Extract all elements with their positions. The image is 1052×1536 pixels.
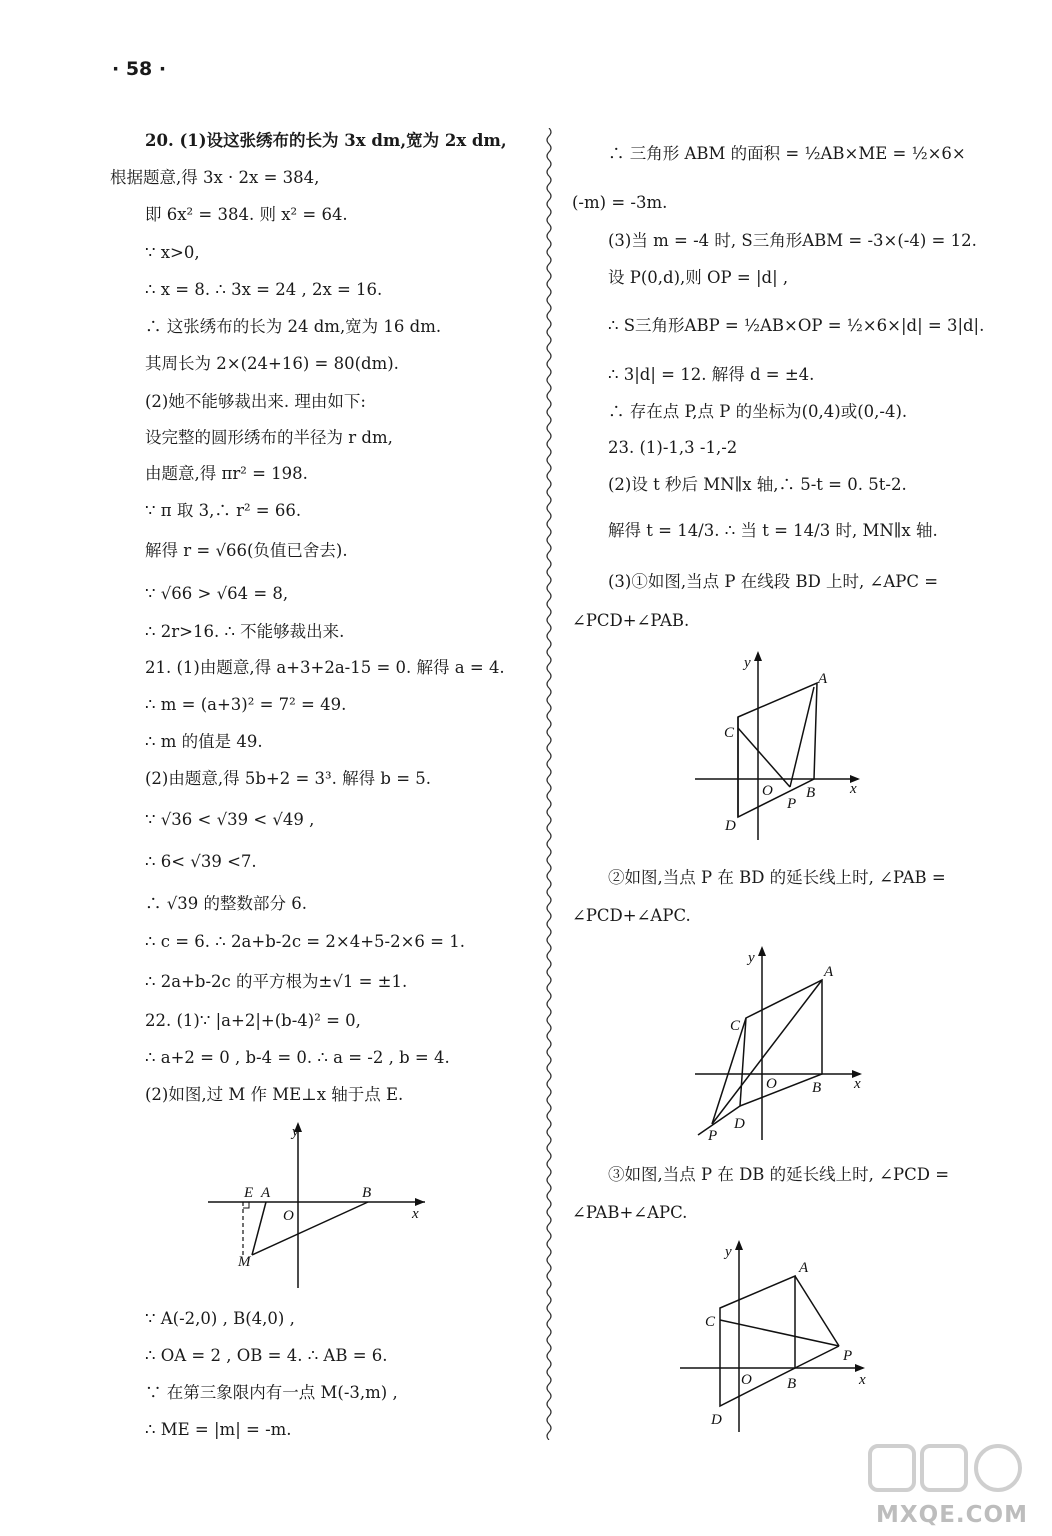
label-P: P xyxy=(843,1348,853,1364)
text-line: (2)如图,过 M 作 ME⊥x 轴于点 E. xyxy=(145,1085,404,1104)
text-line: ∴ 这张绣布的长为 24 dm,宽为 16 dm. xyxy=(145,317,442,336)
label-D: D xyxy=(734,1116,745,1132)
text-line: 22. (1)∵ |a+2|+(b-4)² = 0, xyxy=(145,1011,361,1030)
text-line: ∵ 在第三象限内有一点 M(-3,m) , xyxy=(145,1383,398,1402)
text-line: ∴ OA = 2 , OB = 4. ∴ AB = 6. xyxy=(145,1346,388,1365)
label-y: y xyxy=(292,1124,299,1140)
text-line: ∴ m 的值是 49. xyxy=(145,732,263,751)
text-line: (2)设 t 秒后 MN∥x 轴,∴ 5-t = 0. 5t-2. xyxy=(608,475,907,494)
label-B: B xyxy=(806,785,816,801)
label-B: B xyxy=(812,1080,822,1096)
text-line: 由题意,得 πr² = 198. xyxy=(145,464,308,483)
label-y: y xyxy=(744,655,751,671)
text-line: (2)她不能够裁出来. 理由如下: xyxy=(145,392,366,411)
label-M: M xyxy=(238,1254,251,1270)
label-y: y xyxy=(725,1244,732,1260)
text-line: 解得 r = √66(负值已舍去). xyxy=(145,541,348,560)
text-line: 其周长为 2×(24+16) = 80(dm). xyxy=(145,354,399,373)
label-O: O xyxy=(766,1076,777,1092)
label-P: P xyxy=(787,796,797,812)
text-line: 根据题意,得 3x · 2x = 384, xyxy=(110,168,320,187)
label-x: x xyxy=(412,1206,419,1222)
text-line: 解得 t = 14/3. ∴ 当 t = 14/3 时, MN∥x 轴. xyxy=(608,521,938,540)
label-B: B xyxy=(787,1376,797,1392)
text-line: ∴ 三角形 ABM 的面积 = ½AB×ME = ½×6× xyxy=(608,144,966,163)
text-line: ②如图,当点 P 在 BD 的延长线上时, ∠PAB = xyxy=(608,868,946,887)
text-line: 设 P(0,d),则 OP = |d| , xyxy=(608,268,789,287)
text-line: ③如图,当点 P 在 DB 的延长线上时, ∠PCD = xyxy=(608,1165,950,1184)
text-line: 20. (1)设这张绣布的长为 3x dm,宽为 2x dm, xyxy=(145,131,507,150)
label-x: x xyxy=(850,781,857,797)
text-line: ∴ 存在点 P,点 P 的坐标为(0,4)或(0,-4). xyxy=(608,402,908,421)
text-line: ∴ √39 的整数部分 6. xyxy=(145,894,307,913)
text-line: ∠PCD+∠APC. xyxy=(572,906,691,925)
text-line: ∴ m = (a+3)² = 7² = 49. xyxy=(145,695,347,714)
label-B: B xyxy=(362,1185,372,1201)
figure-23-1 xyxy=(690,645,870,840)
text-line: (2)由题意,得 5b+2 = 3³. 解得 b = 5. xyxy=(145,769,432,788)
label-C: C xyxy=(730,1018,741,1034)
text-line: ∴ c = 6. ∴ 2a+b-2c = 2×4+5-2×6 = 1. xyxy=(145,932,465,951)
text-line: ∵ A(-2,0) , B(4,0) , xyxy=(145,1309,295,1328)
text-line: 21. (1)由题意,得 a+3+2a-15 = 0. 解得 a = 4. xyxy=(145,658,505,677)
label-P: P xyxy=(708,1128,718,1144)
text-line: ∵ √66 > √64 = 8, xyxy=(145,584,289,603)
text-line: ∴ 3|d| = 12. 解得 d = ±4. xyxy=(608,365,815,384)
label-A: A xyxy=(261,1185,271,1201)
text-line: ∠PCD+∠PAB. xyxy=(572,611,690,630)
text-line: ∴ a+2 = 0 , b-4 = 0. ∴ a = -2 , b = 4. xyxy=(145,1048,450,1067)
label-D: D xyxy=(725,818,736,834)
text-line: 23. (1)-1,3 -1,-2 xyxy=(608,438,738,457)
figure-23-2 xyxy=(690,940,870,1145)
page-number: · 58 · xyxy=(112,58,167,80)
text-line: ∵ √36 < √39 < √49 , xyxy=(145,810,315,829)
label-x: x xyxy=(859,1372,866,1388)
text-line: ∴ 6< √39 <7. xyxy=(145,852,257,871)
label-O: O xyxy=(283,1208,294,1224)
figure-23-3 xyxy=(675,1238,875,1433)
label-D: D xyxy=(711,1412,722,1428)
text-line: (-m) = -3m. xyxy=(572,193,668,212)
label-x: x xyxy=(854,1076,861,1092)
text-line: ∵ x>0, xyxy=(145,243,200,262)
text-line: (3)①如图,当点 P 在线段 BD 上时, ∠APC = xyxy=(608,572,939,591)
column-divider xyxy=(544,128,554,1440)
watermark-text: MXQE.COM xyxy=(876,1502,1028,1528)
label-O: O xyxy=(741,1372,752,1388)
text-line: 设完整的圆形绣布的半径为 r dm, xyxy=(145,428,393,447)
text-line: (3)当 m = -4 时, S三角形ABM = -3×(-4) = 12. xyxy=(608,231,977,250)
label-E: E xyxy=(244,1185,254,1201)
label-C: C xyxy=(705,1314,716,1330)
label-A: A xyxy=(799,1260,809,1276)
text-line: ∴ S三角形ABP = ½AB×OP = ½×6×|d| = 3|d|. xyxy=(608,316,985,335)
text-line: ∴ 2r>16. ∴ 不能够裁出来. xyxy=(145,622,345,641)
text-line: ∠PAB+∠APC. xyxy=(572,1203,688,1222)
label-A: A xyxy=(824,964,834,980)
text-line: ∴ ME = |m| = -m. xyxy=(145,1420,292,1439)
text-line: ∴ 2a+b-2c 的平方根为±√1 = ±1. xyxy=(145,972,408,991)
text-line: ∵ π 取 3,∴ r² = 66. xyxy=(145,501,302,520)
label-A: A xyxy=(818,671,828,687)
label-C: C xyxy=(724,725,735,741)
label-O: O xyxy=(762,783,773,799)
text-line: ∴ x = 8. ∴ 3x = 24 , 2x = 16. xyxy=(145,280,383,299)
label-y: y xyxy=(748,950,755,966)
text-line: 即 6x² = 384. 则 x² = 64. xyxy=(145,205,348,224)
figure-22 xyxy=(200,1120,440,1290)
